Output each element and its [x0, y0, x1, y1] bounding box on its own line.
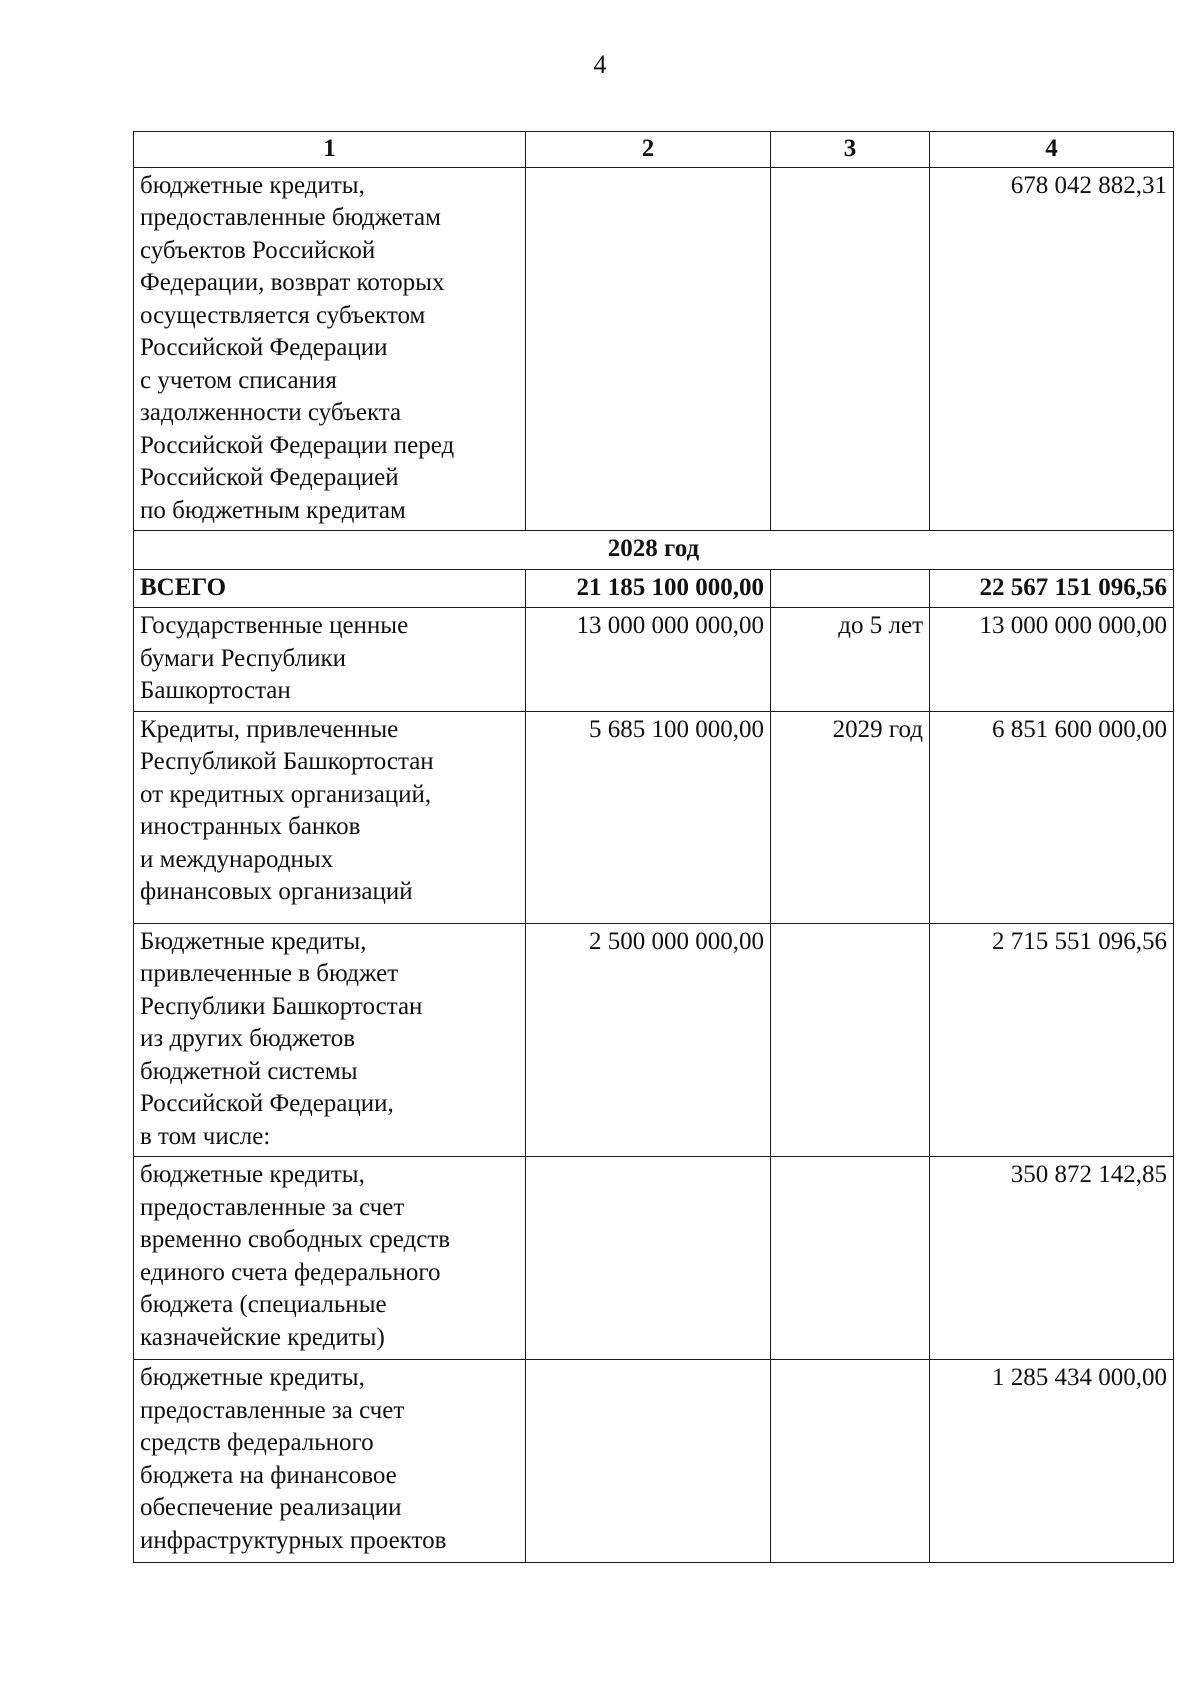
page-number: 4	[593, 50, 607, 79]
total-amount-col2: 21 185 100 000,00	[526, 569, 771, 608]
borrowing-table	[133, 131, 1174, 1563]
total-row	[134, 569, 1174, 608]
row-amount-col2	[526, 167, 771, 531]
row-description: Кредиты, привлеченные Республикой Башкортостан от кредитных организаций, иностранных банков и международных финансовых организаций	[134, 711, 526, 923]
column-header-4: 4	[930, 132, 1174, 168]
row-amount-col4: 350 872 142,85	[930, 1157, 1174, 1360]
row-amount-col2: 2 500 000 000,00	[526, 923, 771, 1157]
year-label: 2028 год	[134, 531, 1174, 570]
total-term	[771, 569, 930, 608]
row-amount-col4: 2 715 551 096,56	[930, 923, 1174, 1157]
column-header-1: 1	[134, 132, 526, 168]
total-label: ВСЕГО	[134, 569, 526, 608]
row-term	[771, 1360, 930, 1563]
table-row	[134, 167, 1174, 531]
row-term	[771, 923, 930, 1157]
table-row	[134, 1157, 1174, 1360]
row-description: бюджетные кредиты, предоставленные за счет временно свободных средств единого счета федерального бюджета (специальные казначейские кредиты)	[134, 1157, 526, 1360]
row-description: бюджетные кредиты, предоставленные бюджетам субъектов Российской Федерации, возврат которых осуществляется субъектом Российской Федерации с учетом списания задолженности субъекта Российской Федерации перед Российской Федерацией по бюджетным кредитам	[134, 167, 526, 531]
column-header-2: 2	[526, 132, 771, 168]
row-amount-col2: 13 000 000 000,00	[526, 608, 771, 712]
table-row	[134, 608, 1174, 712]
row-amount-col4: 678 042 882,31	[930, 167, 1174, 531]
table-row	[134, 923, 1174, 1157]
row-term	[771, 1157, 930, 1360]
row-description: бюджетные кредиты, предоставленные за счет средств федерального бюджета на финансовое обеспечение реализации инфраструктурных проектов	[134, 1360, 526, 1563]
row-amount-col2	[526, 1360, 771, 1563]
row-amount-col4: 13 000 000 000,00	[930, 608, 1174, 712]
row-amount-col4: 1 285 434 000,00	[930, 1360, 1174, 1563]
table-row	[134, 711, 1174, 923]
row-description: Государственные ценные бумаги Республики Башкортостан	[134, 608, 526, 712]
row-amount-col2	[526, 1157, 771, 1360]
row-term: до 5 лет	[771, 608, 930, 712]
year-section-row	[134, 531, 1174, 570]
row-amount-col4: 6 851 600 000,00	[930, 711, 1174, 923]
total-amount-col4: 22 567 151 096,56	[930, 569, 1174, 608]
column-header-3: 3	[771, 132, 930, 168]
row-description: Бюджетные кредиты, привлеченные в бюджет Республики Башкортостан из других бюджетов бюджетной системы Российской Федерации, в том числе:	[134, 923, 526, 1157]
row-term	[771, 167, 930, 531]
row-amount-col2: 5 685 100 000,00	[526, 711, 771, 923]
table-row	[134, 1360, 1174, 1563]
table-header-row	[134, 132, 1174, 168]
row-term: 2029 год	[771, 711, 930, 923]
